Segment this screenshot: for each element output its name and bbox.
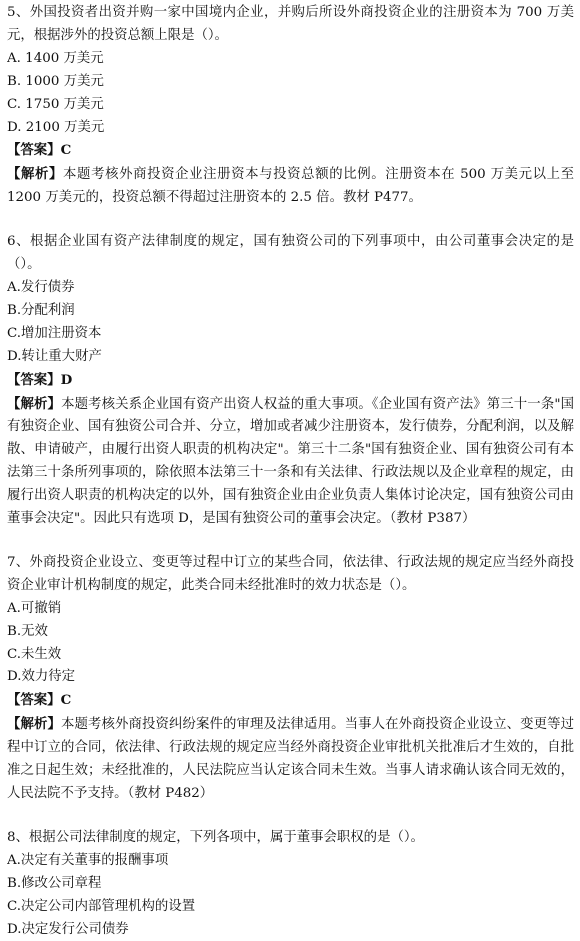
answer-value: C	[60, 142, 72, 159]
answer-line	[7, 689, 574, 713]
question-stem: 5、外国投资者出资并购一家中国境内企业，并购后所设外商投资企业的注册资本为 700 万美元，根据涉外的投资总额上限是（）。	[7, 5, 574, 43]
explanation-text: 本题考核外商投资企业注册资本与投资总额的比例。注册资本在 500 万美元以上至 1200 万美元的，投资总额不得超过注册资本的 2.5 倍。教材 P477。	[7, 167, 575, 206]
answer-line	[7, 369, 574, 393]
question-6	[7, 231, 574, 531]
option-a: A.可撤销	[7, 600, 62, 616]
answer-value: C	[60, 692, 72, 709]
option-c: C.决定公司内部管理机构的设置	[7, 898, 196, 914]
question-stem: 7、外商投资企业设立、变更等过程中订立的某些合同，依法律、行政法规的规定应当经外商投资企业审计机构制度的规定，此类合同未经批准时的效力状态是（）。	[7, 554, 574, 593]
option-d: D. 2100 万美元	[7, 119, 105, 135]
option-a: A.决定有关董事的报酬事项	[7, 852, 169, 868]
question-7	[7, 552, 574, 806]
explanation-text: 本题考核关系企业国有资产出资人权益的重大事项。《企业国有资产法》第三十一条"国有独资企业、国有独资公司合并、分立，增加或者减少注册资本，发行债券，分配利润，以及解散、申请破产，由履行出资人职责的机构决定"。第三十二条"国有独资企业、国有独资公司有本法第三十条所列事项的，除依照本法第三十一条和有关法律、行政法规以及企业章程的规定，由履行出资人职责的机构决定的以外，国有独资企业由企业负责人集体讨论决定，国有独资公司由董事会决定"。因此只有选项 D，是国有独资公司的董事会决定。（教材 P387）	[7, 396, 574, 527]
answer-label: 【答案】	[7, 142, 61, 159]
option-a: A. 1400 万美元	[7, 50, 104, 66]
answer-label: 【答案】	[7, 371, 61, 388]
explanation-label: 【解析】	[7, 716, 62, 733]
explanation-label: 【解析】	[7, 395, 62, 412]
answer-line	[7, 139, 574, 163]
explanation	[7, 713, 574, 806]
question-stem: 6、根据企业国有资产法律制度的规定，国有独资公司的下列事项中，由公司董事会决定的是（）。	[7, 234, 574, 273]
answer-label: 【答案】	[7, 692, 61, 709]
option-d: D.转让重大财产	[7, 348, 102, 364]
explanation-text: 本题考核外商投资纠纷案件的审理及法律适用。当事人在外商投资企业设立、变更等过程中订立的合同，依法律、行政法规的规定应当经外商投资企业审批机关批准后才生效的，自批准之日起生效；未经批准的，人民法院应当认定该合同未生效。当事人请求确认该合同无效的，人民法院不予支持。（教材 P482）	[7, 717, 575, 801]
explanation	[7, 393, 574, 531]
question-5	[7, 2, 574, 210]
answer-value: D	[60, 371, 73, 388]
question-8	[7, 827, 574, 941]
option-b: B.分配利润	[7, 302, 75, 318]
option-a: A.发行债券	[7, 279, 75, 295]
option-b: B. 1000 万美元	[7, 73, 104, 89]
option-d: D.效力待定	[7, 669, 76, 685]
option-c: C.增加注册资本	[7, 325, 102, 341]
option-c: C.未生效	[7, 646, 62, 662]
explanation	[7, 163, 574, 210]
option-d: D.决定发行公司债券	[7, 921, 129, 937]
explanation-label: 【解析】	[7, 166, 64, 183]
option-b: B.无效	[7, 623, 48, 639]
option-c: C. 1750 万美元	[7, 96, 104, 112]
question-stem: 8、根据公司法律制度的规定，下列各项中，属于董事会职权的是（）。	[7, 829, 424, 845]
option-b: B.修改公司章程	[7, 875, 102, 891]
